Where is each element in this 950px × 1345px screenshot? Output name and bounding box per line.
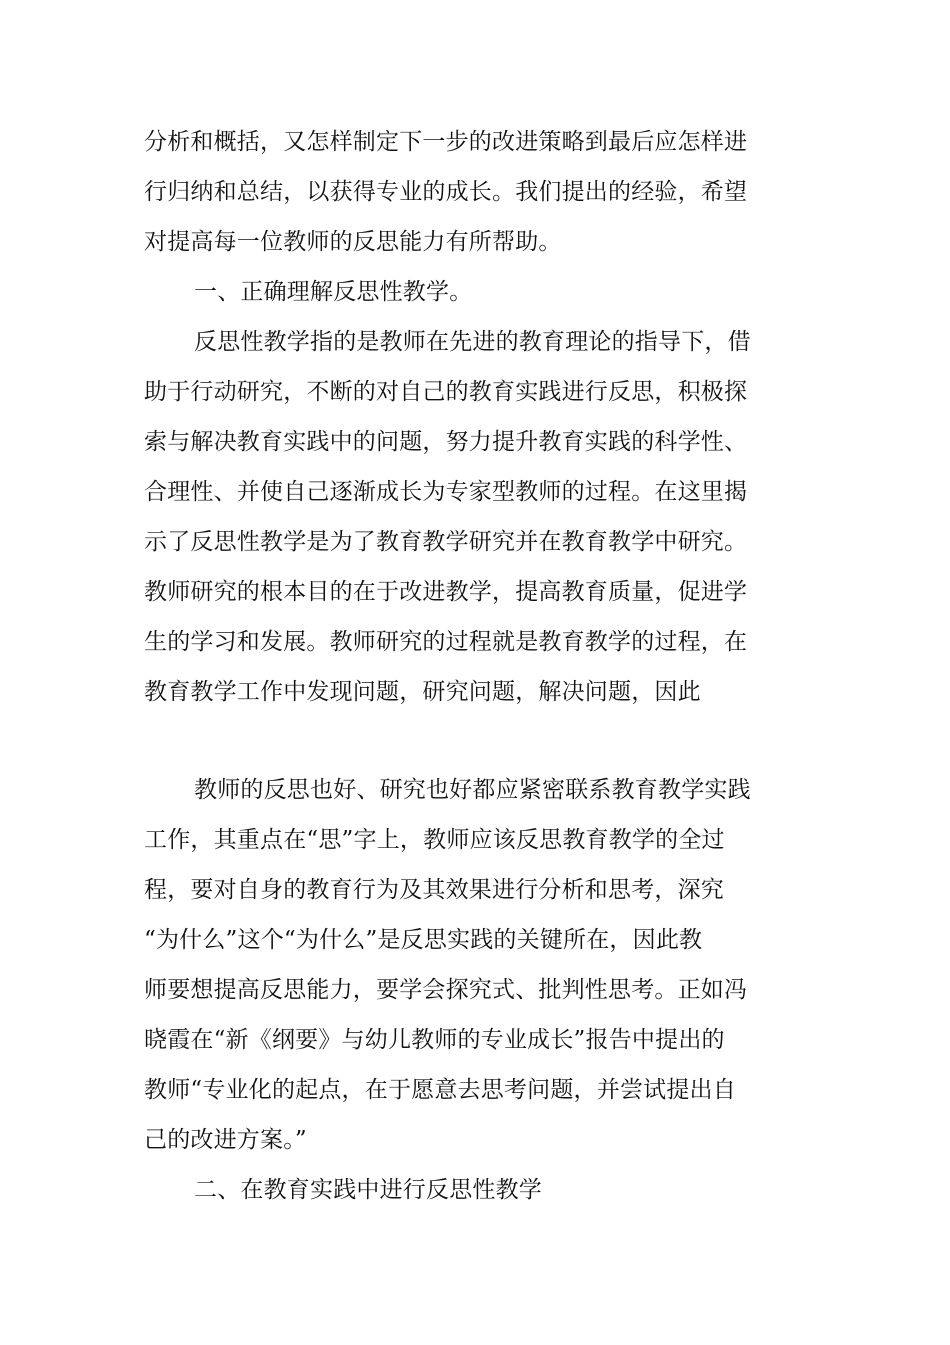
text-line-19: 教师“专业化的起点，在于愿意去思考问题，并尝试提出自 [144,1077,736,1103]
text-line-6: 助于行动研究，不断的对自己的教育实践进行反思，积极探 [144,379,748,405]
text-line-3: 对提高每一位教师的反思能力有所帮助。 [144,229,562,255]
text-line-1: 分析和概括，又怎样制定下一步的改进策略到最后应怎样进 [144,129,748,155]
text-line-2: 行归纳和总结，以获得专业的成长。我们提出的经验，希望 [144,179,748,205]
text-line-15: 程，要对自身的教育行为及其效果进行分析和思考，深究 [144,877,724,903]
text-line-9: 示了反思性教学是为了教育教学研究并在教育教学中研究。 [144,529,748,555]
text-line-17: 师要想提高反思能力，要学会探究式、批判性思考。正如冯 [144,977,748,1003]
section-heading-1: 一、正确理解反思性教学。 [194,279,473,305]
text-line-18: 晓霞在“新《纲要》与幼儿教师的专业成长”报告中提出的 [144,1027,725,1053]
text-line-14: 工作，其重点在“思”字上，教师应该反思教育教学的全过 [144,827,725,853]
text-line-5: 反思性教学指的是教师在先进的教育理论的指导下，借 [194,329,751,355]
text-line-7: 索与解决教育实践中的问题，努力提升教育实践的科学性、 [144,429,748,455]
text-line-8: 合理性、并使自己逐渐成长为专家型教师的过程。在这里揭 [144,479,748,505]
text-line-11: 生的学习和发展。教师研究的过程就是教育教学的过程，在 [144,629,748,655]
text-line-20: 己的改进方案。” [144,1127,307,1153]
text-line-16: “为什么”这个“为什么”是反思实践的关键所在，因此教 [144,927,703,953]
text-line-13: 教师的反思也好、研究也好都应紧密联系教育教学实践 [194,777,751,803]
text-line-12: 教育教学工作中发现问题，研究问题，解决问题，因此 [144,679,701,705]
section-heading-2: 二、在教育实践中进行反思性教学 [194,1177,542,1203]
text-line-10: 教师研究的根本目的在于改进教学，提高教育质量，促进学 [144,579,748,605]
